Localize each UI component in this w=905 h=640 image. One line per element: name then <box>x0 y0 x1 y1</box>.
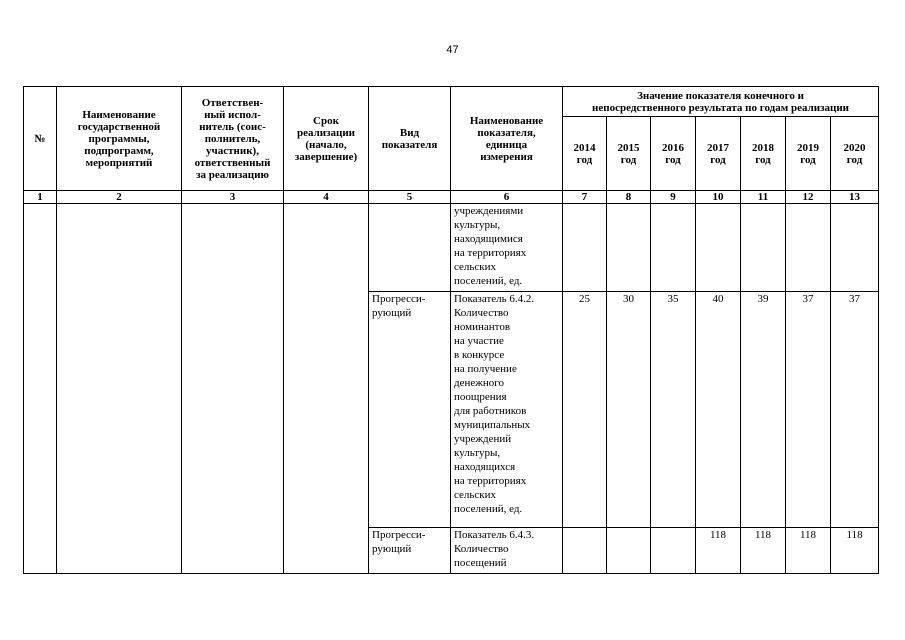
header-period: Срок реализации (начало, завершение) <box>284 87 369 191</box>
header-year: 2016 год <box>651 117 696 191</box>
column-number: 10 <box>696 191 741 204</box>
cell-value: 39 <box>741 292 786 528</box>
cell-value <box>786 204 831 292</box>
cell-value <box>651 204 696 292</box>
cell-indicator-name: учреждениями культуры, находящимися на территориях сельских поселений, ед. <box>451 204 563 292</box>
cell-indicator-name: Показатель 6.4.2. Количество номинантов на участие в конкурсе на получение денежного поощрения для работников муниципальных учреждений культуры, находящихся на территориях сельских поселений, ед. <box>451 292 563 528</box>
column-number: 2 <box>57 191 182 204</box>
header-year: 2020 год <box>831 117 879 191</box>
cell-value: 30 <box>607 292 651 528</box>
cell-indicator-type <box>369 204 451 292</box>
cell-value <box>696 204 741 292</box>
cell-value: 40 <box>696 292 741 528</box>
column-number: 3 <box>182 191 284 204</box>
column-number: 5 <box>369 191 451 204</box>
column-number: 7 <box>563 191 607 204</box>
cell-value <box>563 204 607 292</box>
cell-value: 37 <box>831 292 879 528</box>
column-number: 11 <box>741 191 786 204</box>
header-year: 2015 год <box>607 117 651 191</box>
cell-value <box>651 528 696 574</box>
header-number: № <box>24 87 57 191</box>
cell-program-name <box>57 204 182 574</box>
cell-value: 118 <box>696 528 741 574</box>
cell-value <box>831 204 879 292</box>
column-number: 13 <box>831 191 879 204</box>
header-year: 2014 год <box>563 117 607 191</box>
cell-value: 35 <box>651 292 696 528</box>
cell-indicator-name: Показатель 6.4.3. Количество посещений <box>451 528 563 574</box>
cell-responsible <box>182 204 284 574</box>
cell-value <box>741 204 786 292</box>
header-values-group: Значение показателя конечного и непосредственного результата по годам реализации <box>563 87 879 117</box>
column-number: 1 <box>24 191 57 204</box>
cell-value: 118 <box>741 528 786 574</box>
cell-value <box>607 528 651 574</box>
header-program-name: Наименование государственной программы, подпрограмм, мероприятий <box>57 87 182 191</box>
cell-value <box>563 528 607 574</box>
indicators-table <box>23 86 879 574</box>
column-number: 9 <box>651 191 696 204</box>
header-indicator-type: Вид показателя <box>369 87 451 191</box>
column-number: 12 <box>786 191 831 204</box>
cell-value <box>607 204 651 292</box>
cell-value: 37 <box>786 292 831 528</box>
column-number: 4 <box>284 191 369 204</box>
cell-value: 118 <box>831 528 879 574</box>
cell-period <box>284 204 369 574</box>
header-year: 2018 год <box>741 117 786 191</box>
header-indicator-name: Наименование показателя, единица измерения <box>451 87 563 191</box>
page-number: 47 <box>446 44 459 56</box>
header-year: 2017 год <box>696 117 741 191</box>
column-numbers-row <box>24 191 879 204</box>
cell-value: 118 <box>786 528 831 574</box>
cell-indicator-type: Прогресси- рующий <box>369 292 451 528</box>
cell-indicator-type: Прогресси- рующий <box>369 528 451 574</box>
header-year: 2019 год <box>786 117 831 191</box>
table-row <box>24 204 879 292</box>
cell-number <box>24 204 57 574</box>
cell-value: 25 <box>563 292 607 528</box>
column-number: 6 <box>451 191 563 204</box>
header-responsible: Ответствен- ный испол- нитель (соис- полнитель, участник), ответственный за реализацию <box>182 87 284 191</box>
column-number: 8 <box>607 191 651 204</box>
